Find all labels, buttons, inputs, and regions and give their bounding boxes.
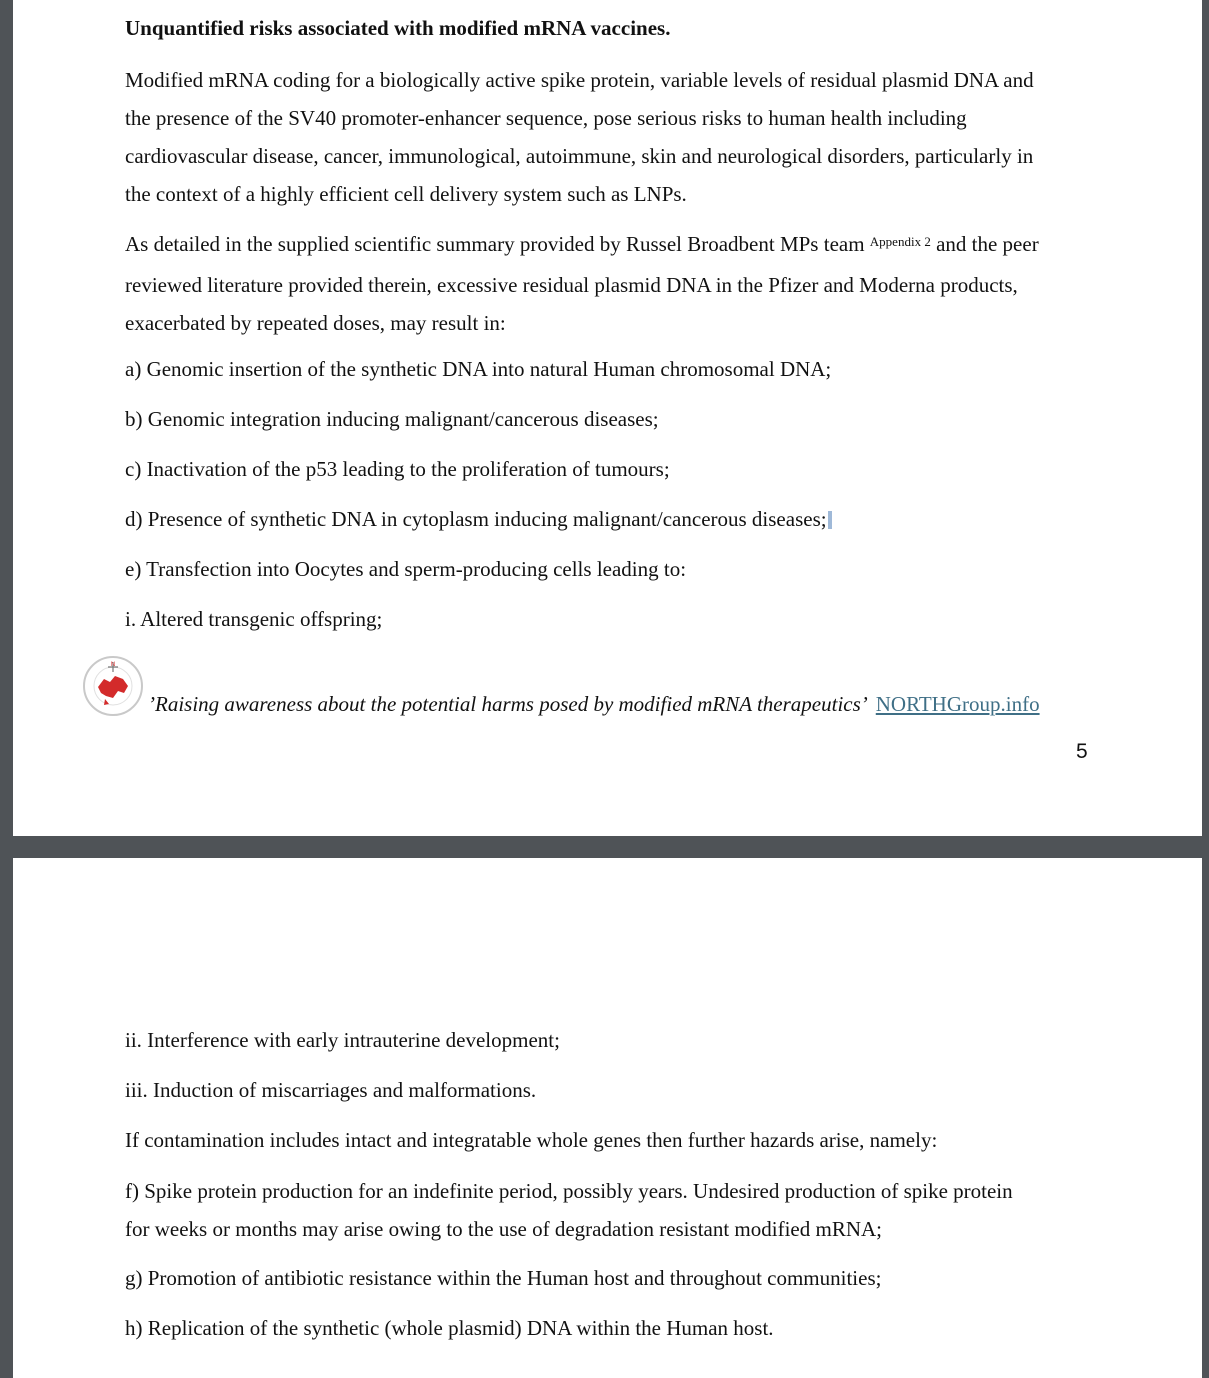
paragraph-line: f) Spike protein production for an indefinite period, possibly years. Undesired production of spike protein xyxy=(125,1179,1013,1203)
paragraph-line: for weeks or months may arise owing to the use of degradation resistant modified mRNA; xyxy=(125,1217,883,1241)
text-cursor xyxy=(828,511,832,529)
northgroup-link[interactable]: NORTHGroup.info xyxy=(875,692,1040,716)
paragraph-text: and the peer xyxy=(930,232,1039,256)
list-item-h: h) Replication of the synthetic (whole plasmid) DNA within the Human host. xyxy=(125,1316,774,1340)
paragraph-risks xyxy=(125,61,1034,213)
paragraph-line: reviewed literature provided therein, excessive residual plasmid DNA in the Pfizer and Moderna products, xyxy=(125,273,1018,297)
paragraph-line: the context of a highly efficient cell delivery system such as LNPs. xyxy=(125,182,687,206)
list-item-g: g) Promotion of antibiotic resistance within the Human host and throughout communities; xyxy=(125,1266,882,1290)
list-item-ii: ii. Interference with early intrauterine development; xyxy=(125,1028,560,1052)
footer-text: ’Raising awareness about the potential harms posed by modified mRNA therapeutics’ xyxy=(148,692,868,716)
paragraph-line: cardiovascular disease, cancer, immunological, autoimmune, skin and neurological disorders, particularly in xyxy=(125,144,1034,168)
contamination-paragraph: If contamination includes intact and integratable whole genes then further hazards arise, namely: xyxy=(125,1128,938,1152)
appendix-reference: Appendix 2 xyxy=(869,234,931,249)
northgroup-logo xyxy=(82,655,144,717)
page-footer xyxy=(148,692,1040,717)
list-item-b: b) Genomic integration inducing malignant/cancerous diseases; xyxy=(125,407,659,431)
document-page-5 xyxy=(13,0,1202,836)
paragraph-text: As detailed in the supplied scientific summary provided by Russel Broadbent MPs team xyxy=(125,232,870,256)
list-item-text: d) Presence of synthetic DNA in cytoplasm inducing malignant/cancerous diseases; xyxy=(125,507,827,531)
list-item-d xyxy=(125,507,832,532)
list-item-c: c) Inactivation of the p53 leading to the proliferation of tumours; xyxy=(125,457,670,481)
paragraph-line: Modified mRNA coding for a biologically active spike protein, variable levels of residual plasmid DNA and xyxy=(125,68,1034,92)
paragraph-line: exacerbated by repeated doses, may result in: xyxy=(125,311,506,335)
paragraph-summary xyxy=(125,225,1039,342)
section-heading: Unquantified risks associated with modified mRNA vaccines. xyxy=(125,16,671,40)
list-item-a: a) Genomic insertion of the synthetic DNA into natural Human chromosomal DNA; xyxy=(125,357,832,381)
svg-text:N: N xyxy=(110,662,116,668)
paragraph-line xyxy=(125,225,1039,266)
paragraph-line: the presence of the SV40 promoter-enhancer sequence, pose serious risks to human health including xyxy=(125,106,967,130)
list-item-iii: iii. Induction of miscarriages and malformations. xyxy=(125,1078,537,1102)
document-page-6 xyxy=(13,858,1202,1378)
list-item-i: i. Altered transgenic offspring; xyxy=(125,607,383,631)
list-item-f xyxy=(125,1172,1013,1248)
page-number: 5 xyxy=(1076,740,1088,763)
list-item-e: e) Transfection into Oocytes and sperm-producing cells leading to: xyxy=(125,557,687,581)
